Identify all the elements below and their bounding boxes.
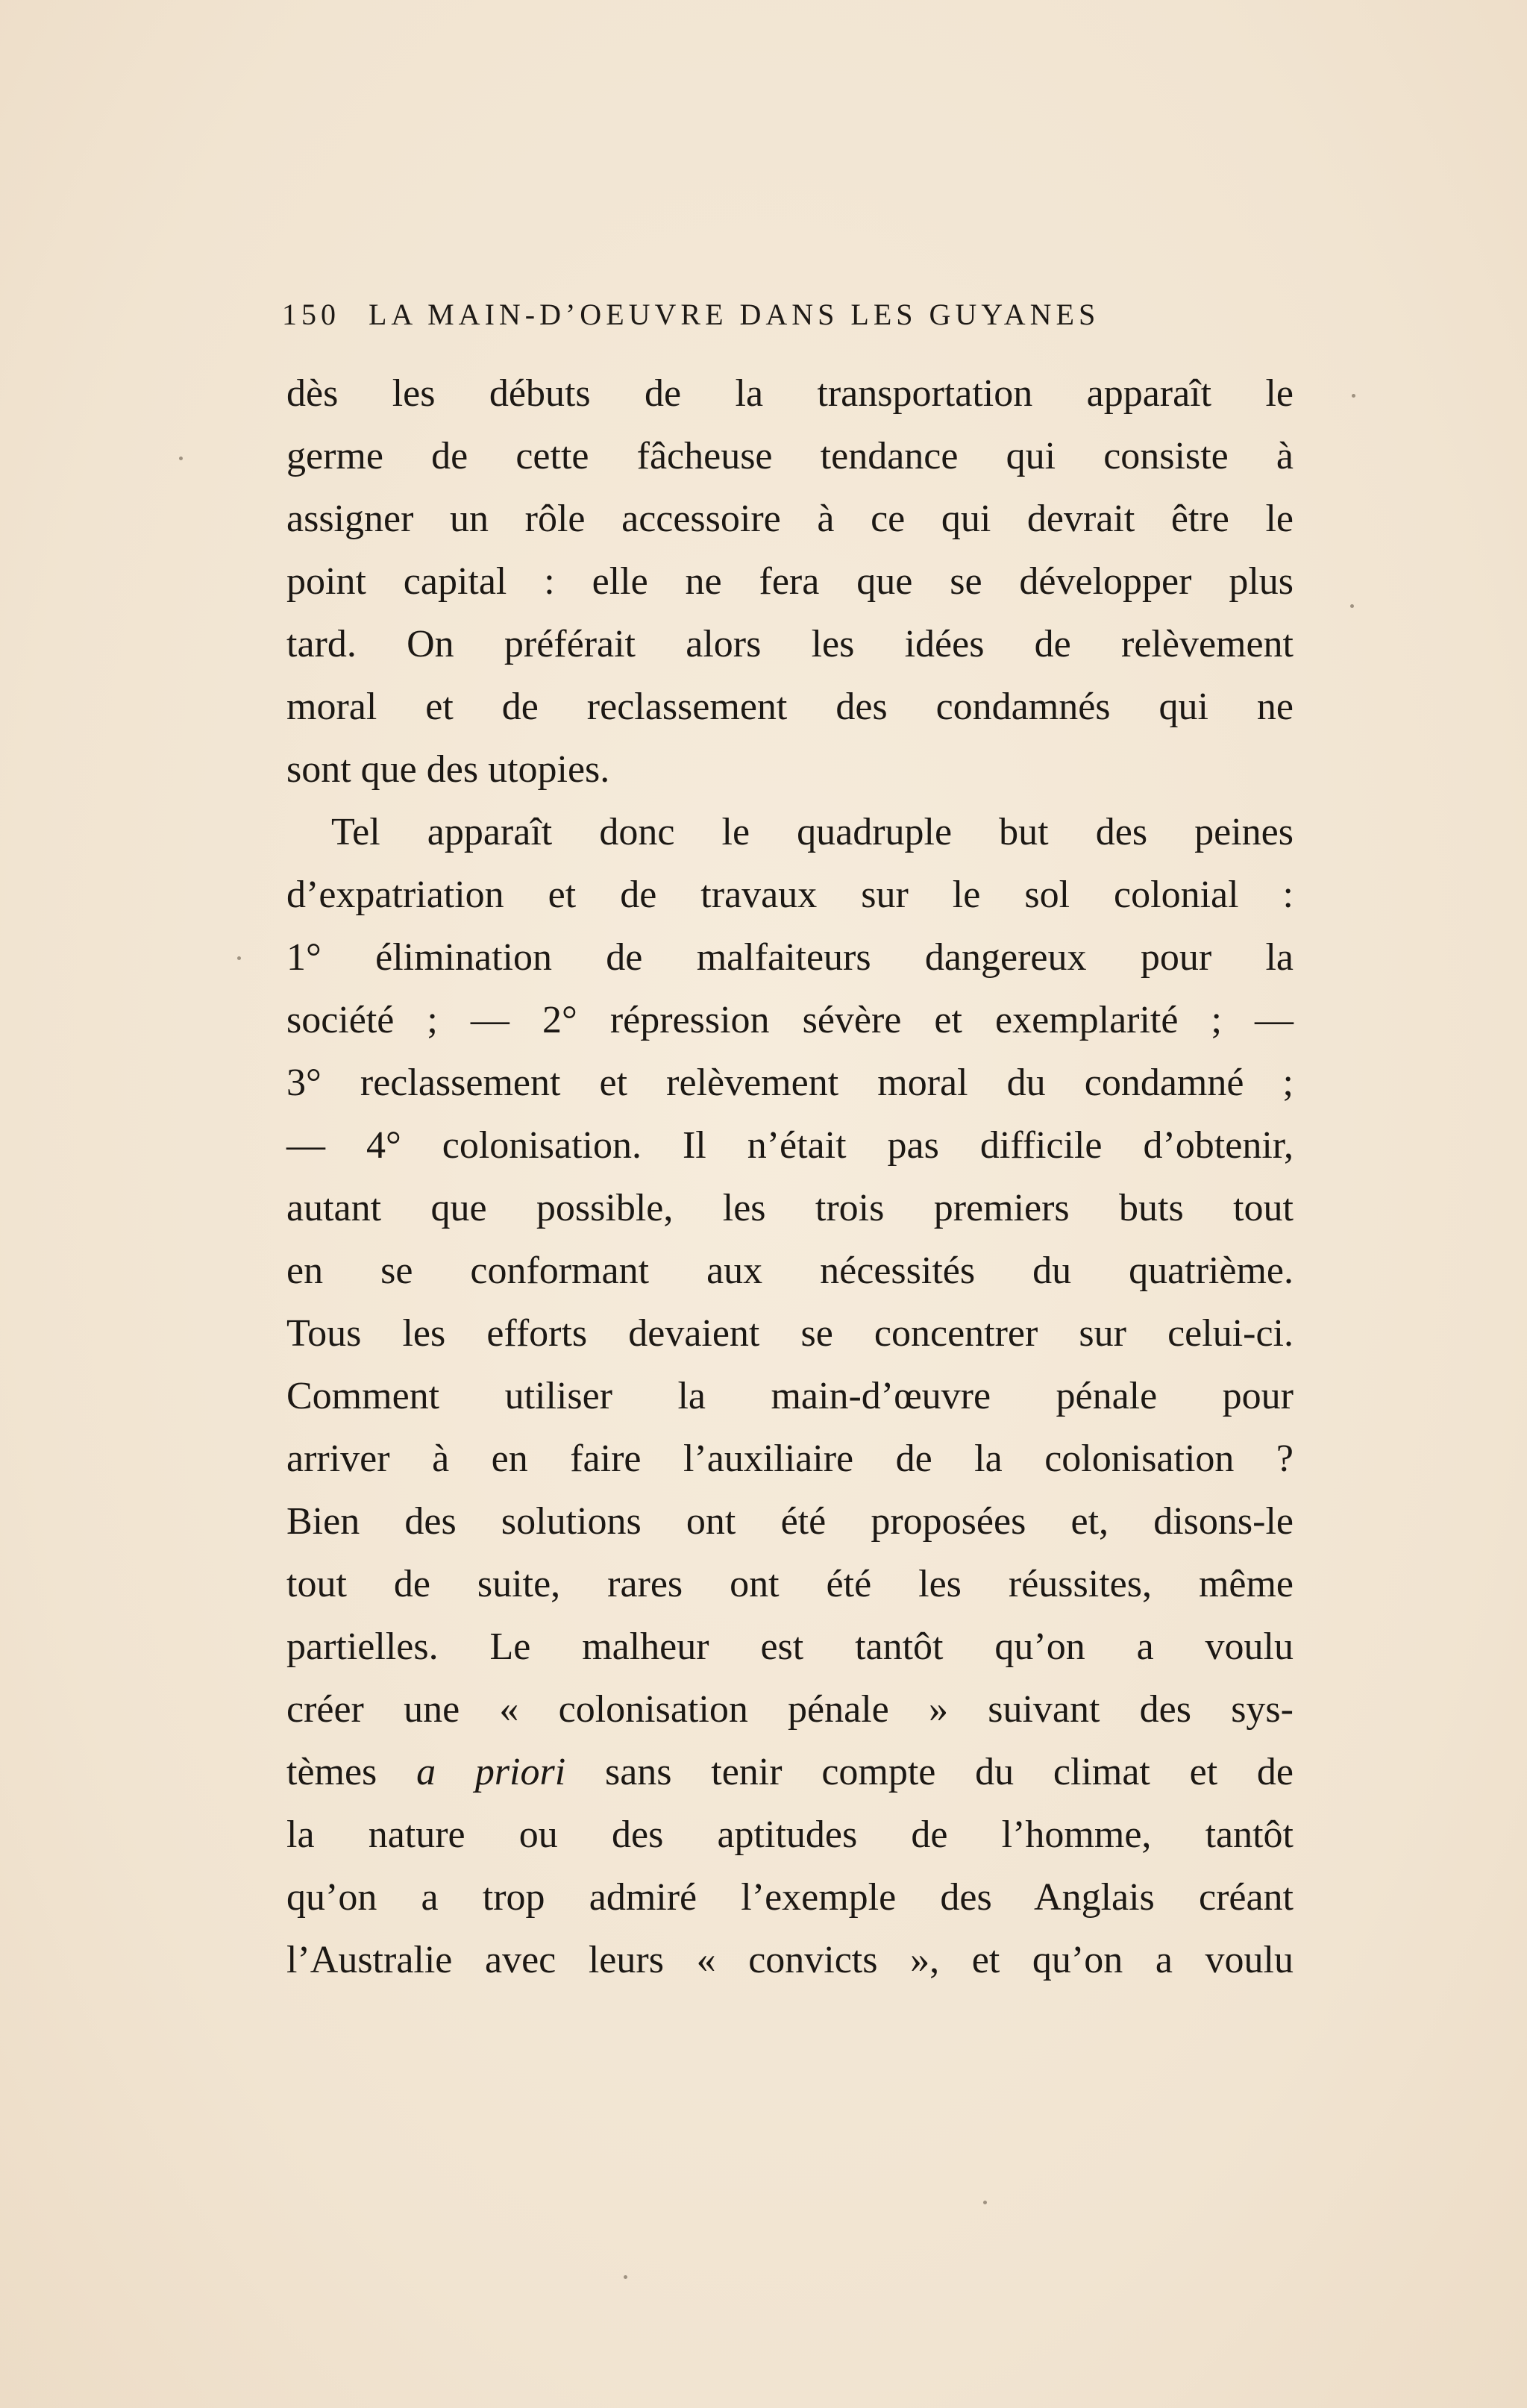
paper-speck xyxy=(1350,604,1354,608)
text-fragment: tèmes xyxy=(286,1751,377,1793)
running-header xyxy=(282,297,1296,332)
text-line-with-italic xyxy=(286,1741,1294,1804)
text-line: 3° reclassement et relèvement moral du condamné ; xyxy=(286,1062,1294,1104)
paper-speck xyxy=(983,2201,987,2204)
paper-speck xyxy=(237,956,241,960)
text-line: dès les débuts de la transportation apparaît le xyxy=(286,372,1294,415)
text-line: point capital : elle ne fera que se développer plus xyxy=(286,560,1294,603)
text-line: moral et de reclassement des condamnés qui ne xyxy=(286,686,1294,728)
running-title: LA MAIN-D’OEUVRE DANS LES GUYANES xyxy=(369,298,1100,331)
text-line: sont que des utopies. xyxy=(286,748,610,791)
page-number: 150 xyxy=(282,298,340,331)
text-line: qu’on a trop admiré l’exemple des Anglais créant xyxy=(286,1876,1294,1919)
text-line: société ; — 2° répression sévère et exemplarité ; — xyxy=(286,999,1294,1041)
text-line: — 4° colonisation. Il n’était pas difficile d’obtenir, xyxy=(286,1124,1294,1167)
paper-speck xyxy=(624,2275,627,2279)
text-line: tard. On préférait alors les idées de relèvement xyxy=(286,623,1294,665)
text-line: tout de suite, rares ont été les réussites, même xyxy=(286,1563,1294,1605)
text-line: créer une « colonisation pénale » suivant des sys- xyxy=(286,1688,1294,1731)
text-line: autant que possible, les trois premiers buts tout xyxy=(286,1187,1294,1229)
text-line: germe de cette fâcheuse tendance qui consiste à xyxy=(286,435,1294,477)
text-line: Bien des solutions ont été proposées et, disons-le xyxy=(286,1500,1294,1543)
italic-phrase: a priori xyxy=(416,1751,566,1793)
paper-speck xyxy=(179,457,183,460)
text-fragment: sans tenir compte du climat et de xyxy=(604,1751,1294,1793)
text-line: arriver à en faire l’auxiliaire de la colonisation ? xyxy=(286,1437,1294,1480)
text-line: partielles. Le malheur est tantôt qu’on a voulu xyxy=(286,1625,1294,1668)
text-line: l’Australie avec leurs « convicts », et qu’on a voulu xyxy=(286,1939,1294,1981)
page-body xyxy=(286,363,1294,1992)
paper-speck xyxy=(1352,394,1355,398)
text-line: la nature ou des aptitudes de l’homme, tantôt xyxy=(286,1813,1294,1856)
text-line: Tel apparaît donc le quadruple but des peines xyxy=(331,811,1294,853)
text-line: d’expatriation et de travaux sur le sol colonial : xyxy=(286,874,1294,916)
text-line: 1° élimination de malfaiteurs dangereux pour la xyxy=(286,936,1294,979)
text-line: Tous les efforts devaient se concentrer sur celui-ci. xyxy=(286,1312,1294,1355)
text-line: assigner un rôle accessoire à ce qui devrait être le xyxy=(286,498,1294,540)
text-line: en se conformant aux nécessités du quatrième. xyxy=(286,1250,1294,1292)
text-line: Comment utiliser la main-d’œuvre pénale pour xyxy=(286,1375,1294,1417)
